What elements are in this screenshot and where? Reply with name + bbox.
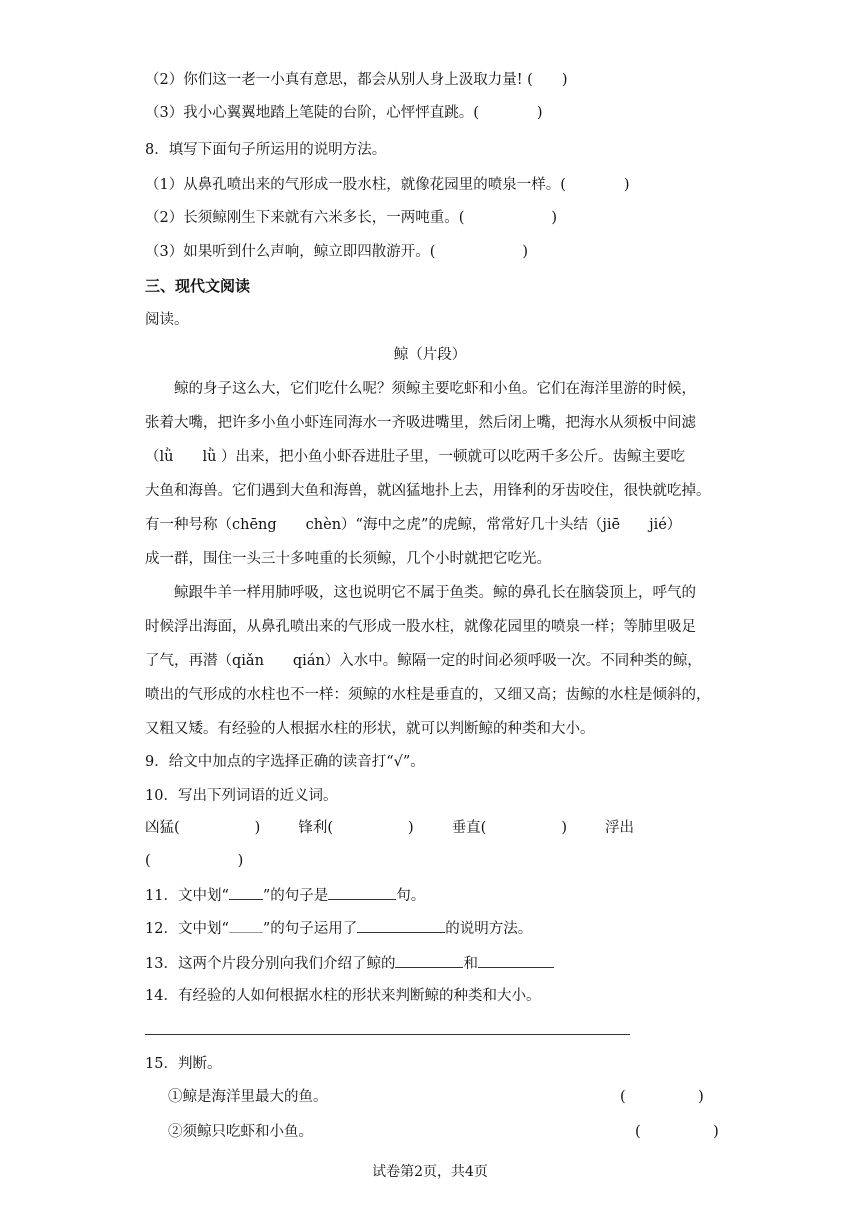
passage-line: 了气，再潜（qiǎn qián）入水中。鲸隔一定的时间必须呼吸一次。不同种类的鲸， — [145, 653, 702, 669]
q15-item-1-paren[interactable]: ( ) — [620, 1089, 704, 1105]
passage-title: 鲸（片段） — [393, 347, 467, 363]
q10-paren: ) — [561, 820, 568, 836]
passage-line: 鲸的身子这么大，它们吃什么呢？须鲸主要吃虾和小鱼。它们在海洋里游的时候， — [174, 381, 696, 397]
question-9: 9．给文中加点的字选择正确的读音打“√”。 — [145, 754, 425, 770]
section-heading: 三、现代文阅读 — [145, 277, 251, 295]
q8-stem: 8．填写下面句子所运用的说明方法。 — [145, 142, 387, 158]
q7-item-2: （2）你们这一老一小真有意思，都会从别人身上汲取力量! ( ) — [145, 72, 568, 88]
q8-item-2: （2）长须鲸刚生下来就有六米多长，一两吨重。( ) — [145, 210, 558, 226]
passage-line: 鲸跟牛羊一样用肺呼吸，这也说明它不属于鱼类。鲸的鼻孔长在脑袋顶上，呼气的 — [174, 585, 696, 601]
q13-blank-1[interactable] — [395, 953, 463, 968]
passage-line: 时候浮出海面，从鼻孔喷出来的气形成一股水柱，就像花园里的喷泉一样；等肺里吸足 — [145, 619, 696, 635]
q11-mark-blank — [229, 885, 263, 900]
q10-word: 垂直( — [451, 820, 487, 836]
q11-text: 11．文中划“ — [145, 888, 229, 904]
q8-item-1: （1）从鼻孔喷出来的气形成一股水柱，就像花园里的喷泉一样。( ) — [145, 177, 630, 193]
q15-item-1: ①鲸是海洋里最大的鱼。 — [168, 1089, 328, 1105]
q10-last-blank: ( ) — [145, 853, 244, 869]
q10-word-row — [145, 818, 634, 838]
passage-line: （lǜ lǜ ）出来，把小鱼小虾吞进肚子里，一顿就可以吃两千多公斤。齿鲸主要吃 — [145, 449, 686, 465]
q10-paren: ) — [254, 820, 261, 836]
question-10: 10．写出下列词语的近义词。 — [145, 788, 338, 804]
question-14: 14．有经验的人如何根据水柱的形状来判断鲸的种类和大小。 — [145, 988, 541, 1004]
question-15: 15．判断。 — [145, 1056, 222, 1072]
q11-answer-blank[interactable] — [328, 885, 396, 900]
passage-paragraph-1 — [145, 372, 715, 576]
q10-word: 锋利( — [298, 820, 334, 836]
question-13 — [145, 953, 554, 974]
passage-paragraph-2 — [145, 576, 715, 746]
q12-text: 的说明方法。 — [445, 921, 533, 937]
question-11 — [145, 885, 425, 906]
passage-line: 有一种号称（chēng chèn）“海中之虎”的虎鲸，常常好几十头结（jiē jié） — [145, 517, 682, 533]
q10-word: 凶猛( — [145, 820, 180, 836]
q13-text: 和 — [463, 956, 478, 972]
passage-line: 张着大嘴，把许多小鱼小虾连同海水一齐吸进嘴里，然后闭上嘴，把海水从须板中间滤 — [145, 415, 696, 431]
q12-text: ”的句子运用了 — [262, 921, 358, 937]
reading-intro: 阅读。 — [145, 312, 189, 328]
passage-line: 又粗又矮。有经验的人根据水柱的形状，就可以判断鲸的种类和大小。 — [145, 721, 595, 737]
passage-line: 成一群，围住一头三十多吨重的长须鲸，几个小时就把它吃光。 — [145, 551, 551, 567]
q10-paren: ) — [408, 820, 414, 836]
q14-answer-line[interactable] — [145, 1034, 630, 1035]
page-footer: 试卷第2页，共4页 — [372, 1164, 488, 1180]
q13-blank-2[interactable] — [478, 953, 554, 968]
q15-item-2: ②须鲸只吃虾和小鱼。 — [168, 1124, 313, 1140]
question-12 — [145, 918, 532, 939]
q15-item-2-paren[interactable]: ( ) — [635, 1124, 719, 1140]
q12-mark-blank — [229, 918, 263, 933]
q8-item-3: （3）如果听到什么声响，鲸立即四散游开。( ) — [145, 244, 529, 260]
q11-text: 句。 — [396, 888, 426, 904]
q12-answer-blank[interactable] — [357, 918, 445, 933]
q7-item-3: （3）我小心翼翼地踏上笔陡的台阶，心怦怦直跳。( ) — [145, 105, 543, 121]
passage-line: 喷出的气形成的水柱也不一样：须鲸的水柱是垂直的，又细又高；齿鲸的水柱是倾斜的， — [145, 687, 711, 703]
q12-text: 12．文中划“ — [145, 921, 229, 937]
q10-word: 浮出 — [605, 820, 635, 836]
passage-line: 大鱼和海兽。它们遇到大鱼和海兽，就凶猛地扑上去，用锋利的牙齿咬住，很快就吃掉。 — [145, 483, 711, 499]
q11-text: ”的句子是 — [262, 888, 329, 904]
q13-text: 13．这两个片段分别向我们介绍了鲸的 — [145, 956, 396, 972]
